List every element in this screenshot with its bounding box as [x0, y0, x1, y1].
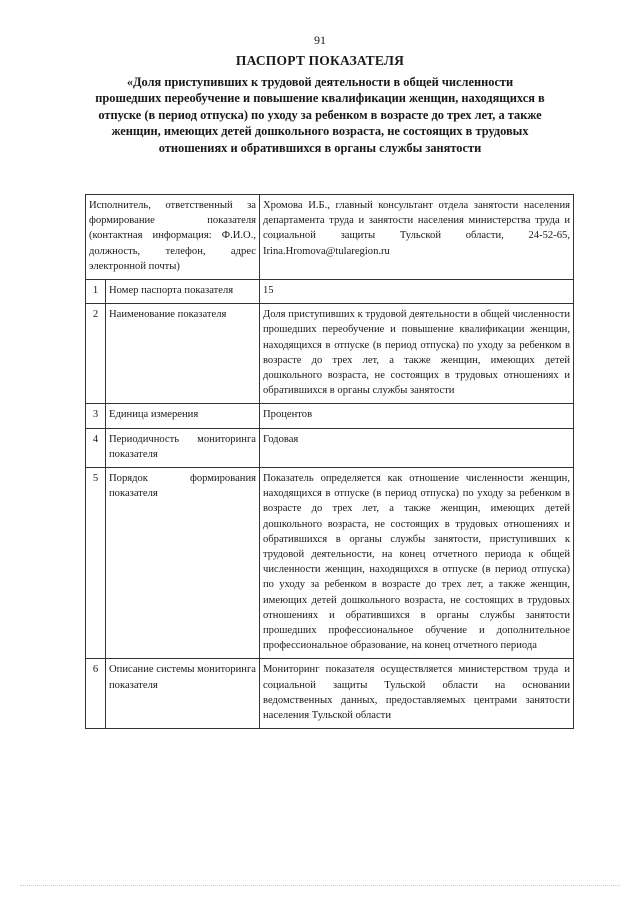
row-value: Мониторинг показателя осуществляется министерством труда и социальной защиты Тульской области на основании ведомственных данных, предоставляемых центрами занятости населения Тульской области [260, 659, 574, 729]
table-row [86, 304, 574, 404]
row-value: Доля приступивших к трудовой деятельности в общей численности прошедших переобучение и повышение квалификации женщин, находящихся в отпуске (в период отпуска) по уходу за ребенком в возрасте до трех лет, а также женщин, имеющих детей дошкольного возраста, не состоящих в трудовых отношениях и обратившихся в органы службы занятости [260, 304, 574, 404]
row-number: 6 [86, 659, 106, 729]
row-number: 5 [86, 468, 106, 659]
row-label: Единица измерения [106, 404, 260, 428]
table-row [86, 428, 574, 467]
table-row [86, 280, 574, 304]
row-number: 4 [86, 428, 106, 467]
row-label: Порядок формирования показателя [106, 468, 260, 659]
executor-row [86, 195, 574, 280]
table-row [86, 468, 574, 659]
document-title: ПАСПОРТ ПОКАЗАТЕЛЯ [235, 53, 405, 68]
page-number: 91 [314, 33, 326, 47]
row-label: Описание системы мониторинга показателя [106, 659, 260, 729]
scan-artifact-line [20, 885, 620, 890]
row-number: 1 [86, 280, 106, 304]
executor-value: Хромова И.Б., главный консультант отдела занятости населения департамента труда и занятости населения министерства труда и социальной защиты Тульской области, 24-52-65, Irina.Hromova@tularegion.ru [260, 195, 574, 280]
row-value: Показатель определяется как отношение численности женщин, находящихся в отпуске (в период отпуска) по уходу за ребенком в возрасте до трех лет, а также женщин, имеющих детей дошкольного возраста, не состоящих в трудовых отношениях и обратившихся в органы службы занятости, приступивших к трудовой деятельности, на конец отчетного периода к общей численности женщин, находящихся в отпуске (в период отпуска) по уходу за ребенком в возрасте до трех лет, а также женщин, имеющих детей дошкольного возраста, не состоящих в трудовых отношениях и обратившихся в органы службы занятости прошедших профессиональное обучение и дополнительное профессиональное образование, на конец отчетного периода [260, 468, 574, 659]
row-value: Процентов [260, 404, 574, 428]
executor-label: Исполнитель, ответственный за формирование показателя (контактная информация: Ф.И.О., должность, телефон, адрес электронной почты) [86, 195, 260, 280]
row-value: 15 [260, 280, 574, 304]
row-number: 2 [86, 304, 106, 404]
row-label: Наименование показателя [106, 304, 260, 404]
row-value: Годовая [260, 428, 574, 467]
table-row [86, 659, 574, 729]
row-label: Номер паспорта показателя [106, 280, 260, 304]
indicator-passport-table [85, 194, 574, 729]
indicator-full-name: «Доля приступивших к трудовой деятельности в общей численности прошедших переобучение и повышение квалификации женщин, находящихся в отпуске (в период отпуска) по уходу за ребенком в возрасте до трех лет, а также женщин, имеющих детей дошкольного возраста, не состоящих в трудовых отношениях и обратившихся в органы службы занятости [95, 75, 545, 155]
row-label: Периодичность мониторинга показателя [106, 428, 260, 467]
row-number: 3 [86, 404, 106, 428]
table-row [86, 404, 574, 428]
